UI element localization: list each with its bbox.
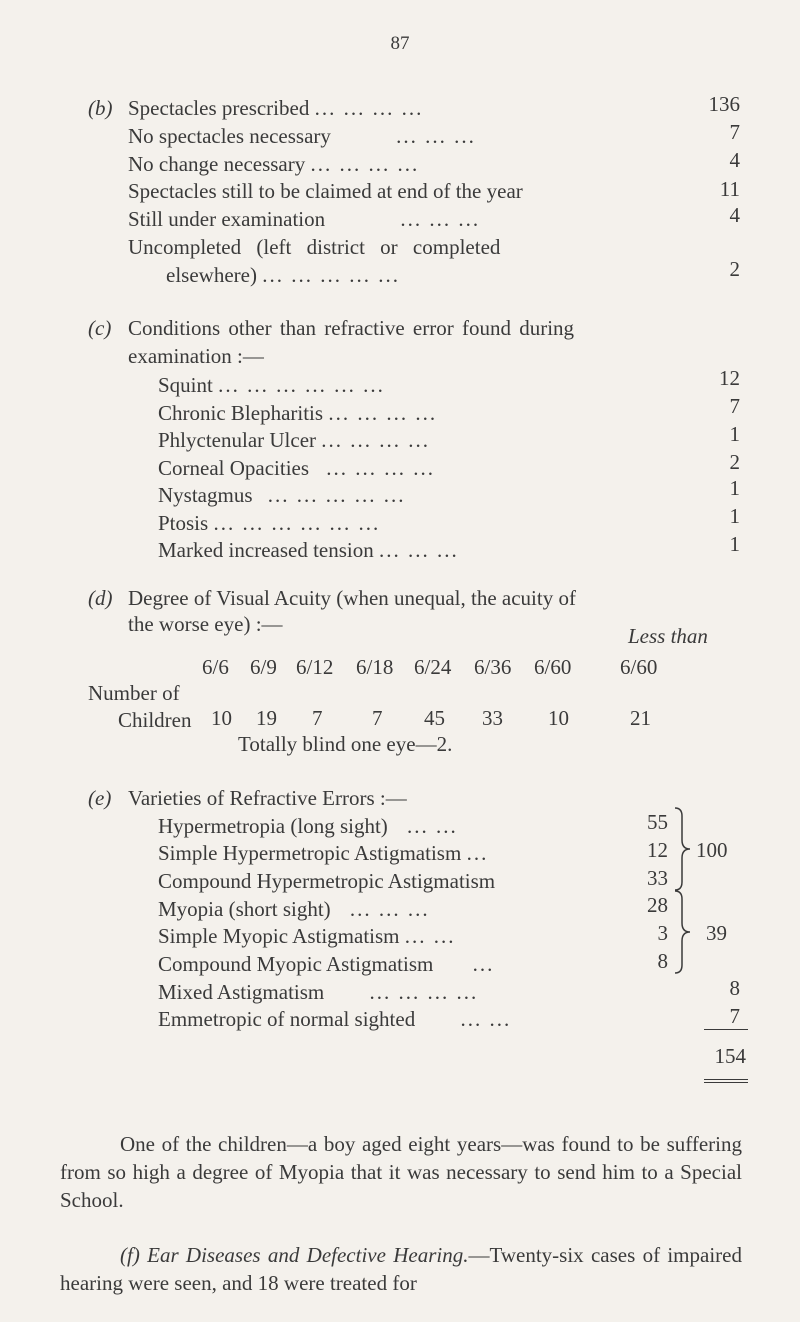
acuity-col-1: 6/9 bbox=[250, 655, 277, 679]
brace-group1 bbox=[672, 806, 696, 892]
section-d-heading-2: the worse eye) :— bbox=[128, 612, 283, 636]
acuity-col-4: 6/24 bbox=[414, 655, 452, 679]
brace-group2 bbox=[672, 889, 696, 975]
value-myopia: 28 bbox=[647, 893, 668, 917]
group2-total: 39 bbox=[706, 921, 727, 945]
value-corneal: 2 bbox=[729, 450, 740, 474]
section-c-heading: Conditions other than refractive error found during bbox=[128, 316, 575, 340]
value-blepharitis: 7 bbox=[729, 394, 740, 418]
section-f-title: Ear Diseases and Defective Hearing. bbox=[147, 1243, 469, 1267]
section-f-text: —Twenty-six cases of impaired hearing were seen, and 18 were treated for bbox=[60, 1243, 742, 1295]
section-e-heading: Varieties of Refractive Errors :— bbox=[128, 786, 407, 810]
row-no-spectacles: No spectacles necessary ... ... ... bbox=[128, 124, 476, 148]
acuity-col-0: 6/6 bbox=[202, 655, 229, 679]
paragraph-myopia: One of the children—a boy aged eight years—was found to be suffering from so high a degree of Myopia that it was necessary to send him to a Special School. bbox=[60, 1132, 742, 1212]
value-mixed: 8 bbox=[729, 976, 740, 1000]
totally-blind-note: Totally blind one eye—2. bbox=[238, 732, 453, 756]
row-under-examination: Still under examination ... ... ... bbox=[128, 207, 481, 231]
value-phlyctenular: 1 bbox=[729, 422, 740, 446]
row-still-to-claim: Spectacles still to be claimed at end of the year bbox=[128, 179, 523, 203]
section-d-heading: Degree of Visual Acuity (when unequal, the acuity of bbox=[128, 586, 576, 610]
value-compound-myopic: 8 bbox=[657, 949, 668, 973]
value-nystagmus: 1 bbox=[729, 476, 740, 500]
group1-total: 100 bbox=[696, 838, 728, 862]
children-label-1: Number of bbox=[88, 681, 180, 705]
acuity-count-7: 21 bbox=[630, 706, 651, 730]
section-c-letter: (c) bbox=[88, 316, 112, 340]
row-simple-myopic: Simple Myopic Astigmatism ... ... bbox=[158, 924, 456, 948]
acuity-count-5: 33 bbox=[482, 706, 503, 730]
value-compound-hyper: 33 bbox=[647, 866, 668, 890]
value-simple-hyper: 12 bbox=[647, 838, 668, 862]
value-under-examination: 4 bbox=[729, 203, 740, 227]
acuity-col-5: 6/36 bbox=[474, 655, 512, 679]
value-squint: 12 bbox=[719, 366, 740, 390]
row-compound-myopic: Compound Myopic Astigmatism ... bbox=[158, 952, 495, 976]
less-than-label: Less than bbox=[628, 624, 708, 648]
row-phlyctenular: Phlyctenular Ulcer ... ... ... ... bbox=[158, 428, 431, 452]
value-still-to-claim: 11 bbox=[719, 177, 740, 201]
row-corneal: Corneal Opacities ... ... ... ... bbox=[158, 456, 436, 480]
section-d-letter: (d) bbox=[88, 586, 113, 610]
acuity-count-6: 10 bbox=[548, 706, 569, 730]
row-blepharitis: Chronic Blepharitis ... ... ... ... bbox=[158, 401, 438, 425]
row-tension: Marked increased tension ... ... ... bbox=[158, 538, 459, 562]
acuity-count-4: 45 bbox=[424, 706, 445, 730]
acuity-col-2: 6/12 bbox=[296, 655, 334, 679]
acuity-col-6: 6/60 bbox=[534, 655, 572, 679]
grand-total: 154 bbox=[714, 1044, 746, 1068]
acuity-col-7: 6/60 bbox=[620, 655, 658, 679]
total-rule-bottom-2 bbox=[704, 1082, 748, 1083]
page-number: 87 bbox=[390, 33, 410, 54]
acuity-col-3: 6/18 bbox=[356, 655, 394, 679]
section-b-letter: (b) bbox=[88, 96, 113, 120]
row-nystagmus: Nystagmus ... ... ... ... ... bbox=[158, 483, 406, 507]
section-e-letter: (e) bbox=[88, 786, 112, 810]
acuity-count-0: 10 bbox=[211, 706, 232, 730]
value-no-change: 4 bbox=[729, 148, 740, 172]
value-spectacles-prescribed: 136 bbox=[708, 92, 740, 116]
row-uncompleted-line1: Uncompleted (left district or completed bbox=[128, 235, 501, 259]
row-ptosis: Ptosis ... ... ... ... ... ... bbox=[158, 511, 381, 535]
section-f-letter: (f) bbox=[120, 1243, 140, 1267]
value-ptosis: 1 bbox=[729, 504, 740, 528]
row-emmetropic: Emmetropic of normal sighted ... ... bbox=[158, 1007, 512, 1031]
row-spectacles-prescribed: Spectacles prescribed ... ... ... ... bbox=[128, 96, 424, 120]
value-uncompleted: 2 bbox=[729, 257, 740, 281]
row-squint: Squint ... ... ... ... ... ... bbox=[158, 373, 385, 397]
value-hypermetropia: 55 bbox=[647, 810, 668, 834]
row-no-change: No change necessary ... ... ... ... bbox=[128, 152, 420, 176]
row-hypermetropia: Hypermetropia (long sight) ... ... bbox=[158, 814, 458, 838]
row-myopia: Myopia (short sight) ... ... ... bbox=[158, 897, 430, 921]
value-simple-myopic: 3 bbox=[657, 921, 668, 945]
total-rule-top bbox=[704, 1029, 748, 1030]
section-c-heading-2: examination :— bbox=[128, 344, 264, 368]
acuity-count-3: 7 bbox=[372, 706, 383, 730]
value-tension: 1 bbox=[729, 532, 740, 556]
value-no-spectacles: 7 bbox=[729, 120, 740, 144]
row-uncompleted-line2: elsewhere) ... ... ... ... ... bbox=[166, 263, 400, 287]
row-simple-hyper: Simple Hypermetropic Astigmatism ... bbox=[158, 841, 489, 865]
children-label-2: Children bbox=[118, 708, 192, 732]
acuity-count-1: 19 bbox=[256, 706, 277, 730]
paragraph-ear-diseases bbox=[60, 1241, 742, 1297]
row-compound-hyper: Compound Hypermetropic Astigmatism bbox=[158, 869, 496, 893]
total-rule-bottom-1 bbox=[704, 1079, 748, 1080]
row-mixed: Mixed Astigmatism ... ... ... ... bbox=[158, 980, 479, 1004]
acuity-count-2: 7 bbox=[312, 706, 323, 730]
value-emmetropic: 7 bbox=[729, 1004, 740, 1028]
